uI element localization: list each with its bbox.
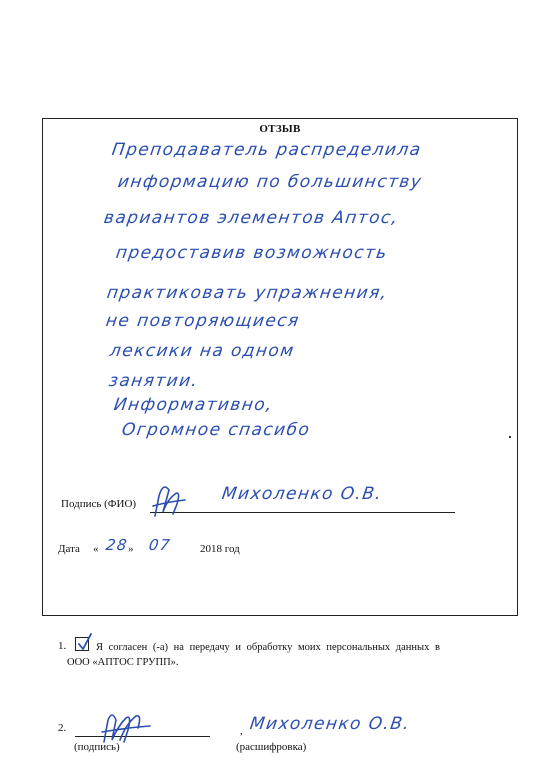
consent-checkbox[interactable] [75, 637, 89, 651]
feedback-line-8: занятии. [107, 371, 200, 391]
feedback-line-10: Огромное спасибо [120, 420, 312, 440]
date-year: 2018 год [200, 543, 240, 555]
footer-name-caption: (расшифровка) [236, 741, 307, 753]
consent-text-line1: Я согласен (-а) на передачу и обработку моих персональных данных в [96, 642, 440, 653]
date-label: Дата [58, 543, 80, 555]
footer-name: Михоленко О.В. [248, 714, 412, 734]
stray-dot [509, 436, 511, 438]
date-open-quote: « [93, 543, 99, 555]
feedback-line-7: лексики на одном [108, 341, 296, 361]
footer-comma: , [240, 725, 243, 737]
feedback-line-2: информацию по большинству [116, 172, 424, 192]
signature-line [150, 512, 455, 513]
date-month: 07 [147, 536, 173, 554]
signature-mark [145, 476, 195, 520]
consent-number: 1. [58, 640, 67, 652]
feedback-line-3: вариантов элементов Аптос, [102, 208, 400, 228]
signature-label: Подпись (ФИО) [61, 498, 137, 510]
date-close-quote: » [128, 543, 134, 555]
signature-name: Михоленко О.В. [220, 484, 384, 504]
footer-signature-caption: (подпись) [74, 741, 120, 753]
feedback-line-6: не повторяющиеся [104, 311, 302, 331]
form-title: ОТЗЫВ [259, 123, 301, 135]
consent-text-line2: ООО «АПТОС ГРУПП». [67, 657, 179, 668]
feedback-line-4: предоставив возможность [114, 243, 390, 263]
feedback-line-9: Информативно, [112, 395, 275, 415]
date-day: 28 [104, 536, 130, 554]
checkmark-icon [76, 632, 94, 652]
footer-number: 2. [58, 722, 67, 734]
feedback-line-5: практиковать упражнения, [105, 283, 390, 303]
feedback-line-1: Преподаватель распределила [110, 140, 423, 160]
